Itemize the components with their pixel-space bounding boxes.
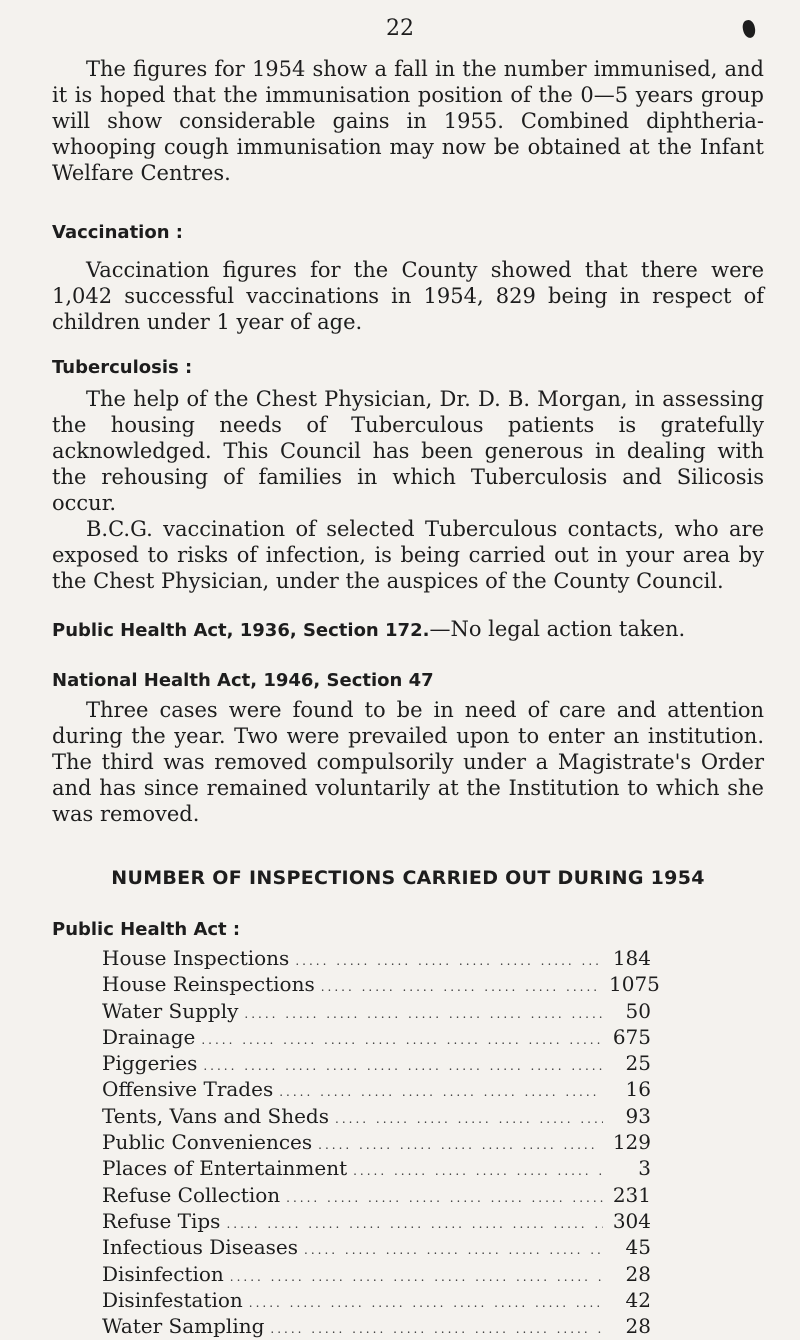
public-health-act-subheading: Public Health Act : (52, 919, 241, 940)
inspections-list (102, 946, 660, 1340)
inspection-row (102, 999, 651, 1025)
inspection-label: Piggeries (102, 1051, 198, 1076)
inspection-label: Water Sampling (102, 1314, 265, 1339)
inspection-label: Refuse Collection (102, 1182, 281, 1207)
inspection-row (102, 1235, 651, 1261)
inspection-count: 184 (612, 946, 651, 970)
dot-leader (244, 1007, 603, 1021)
inspection-row (102, 1156, 651, 1182)
dot-leader (279, 1085, 603, 1099)
page-number: 22 (386, 16, 414, 41)
inspection-row (102, 1209, 651, 1235)
dot-leader (304, 1243, 603, 1257)
inspection-label: House Inspections (102, 946, 290, 970)
inspection-row (102, 1314, 651, 1340)
inspection-label: Tents, Vans and Sheds (102, 1103, 330, 1128)
tuberculosis-heading: Tuberculosis : (52, 357, 193, 378)
inspection-row (102, 1288, 651, 1314)
dot-leader (201, 1033, 603, 1047)
public-health-act-heading: Public Health Act, 1936, Section 172. (52, 620, 430, 641)
inspection-row (102, 1262, 651, 1288)
inspection-label: Offensive Trades (102, 1077, 274, 1102)
inspection-label: Disinfestation (102, 1287, 243, 1312)
inspection-label: Infectious Diseases (102, 1235, 299, 1260)
dot-leader (295, 954, 603, 968)
dot-leader (203, 1059, 603, 1073)
dot-leader (249, 1296, 603, 1310)
inspection-count: 50 (625, 998, 651, 1023)
vaccination-paragraph: Vaccination figures for the County showed that there were 1,042 successful vaccinations in 1954, 829 being in respect of children under 1 year of age. (52, 258, 764, 334)
inspection-label: Water Supply (102, 998, 239, 1023)
inspection-count: 16 (625, 1077, 651, 1102)
inspection-label: Public Conveniences (102, 1130, 313, 1155)
inspection-row (102, 1183, 651, 1209)
inspection-row (102, 972, 660, 998)
inspection-count: 129 (612, 1130, 651, 1155)
dot-leader (226, 1217, 603, 1231)
inspection-row (102, 946, 651, 972)
public-health-act-paragraph (52, 616, 764, 644)
inspection-count: 231 (612, 1182, 651, 1207)
dot-leader (286, 1191, 603, 1205)
inspection-count: 1075 (609, 972, 660, 997)
inspection-count: 28 (625, 1314, 651, 1339)
inspection-count: 675 (612, 1024, 651, 1049)
inspection-row (102, 1077, 651, 1103)
dot-leader (318, 1138, 603, 1152)
intro-paragraph: The figures for 1954 show a fall in the number immunised, and it is hoped that the immunisation position of the 0—5 years group will show considerable gains in 1955. Combined diphtheria-whooping cough immunisation may now be obtained at the Infant Welfare Centres. (52, 57, 764, 185)
inspection-row (102, 1025, 651, 1051)
inspection-count: 304 (612, 1208, 651, 1233)
vaccination-heading: Vaccination : (52, 222, 183, 243)
tuberculosis-paragraph-1: The help of the Chest Physician, Dr. D. B. Morgan, in assessing the housing needs of Tuberculous patients is gratefully acknowledged. This Council has been generous in dealing with the rehousing of families in which Tuberculosis and Silicosis occur. (52, 387, 764, 515)
inspections-title: NUMBER OF INSPECTIONS CARRIED OUT DURING 1954 (111, 867, 705, 889)
inspection-label: Disinfection (102, 1261, 224, 1286)
inspection-row (102, 1130, 651, 1156)
inspection-count: 42 (625, 1287, 651, 1312)
inspection-count: 45 (625, 1235, 651, 1260)
inspection-label: House Reinspections (102, 972, 315, 997)
inspection-count: 93 (625, 1103, 651, 1128)
inspection-label: Places of Entertainment (102, 1156, 348, 1181)
national-health-act-heading: National Health Act, 1946, Section 47 (52, 670, 434, 691)
dot-leader (353, 1164, 603, 1178)
national-health-act-paragraph: Three cases were found to be in need of care and attention during the year. Two were prevailed upon to enter an institution. The third was removed compulsorily under a Magistrate's Order and has since remained voluntarily at the Institution to which she was removed. (52, 698, 764, 826)
page-body (52, 56, 764, 1340)
inspection-count: 25 (625, 1051, 651, 1076)
inspection-label: Drainage (102, 1024, 196, 1049)
dot-leader (270, 1322, 603, 1336)
tuberculosis-paragraph-2: B.C.G. vaccination of selected Tuberculous contacts, who are exposed to risks of infection, is being carried out in your area by the Chest Physician, under the auspices of the County Council. (52, 517, 764, 593)
inspection-count: 28 (625, 1261, 651, 1286)
dot-leader (321, 980, 603, 994)
dot-leader (335, 1112, 603, 1126)
inspection-label: Refuse Tips (102, 1208, 221, 1233)
inspection-row (102, 1104, 651, 1130)
inspection-row (102, 1051, 651, 1077)
inspection-count: 3 (638, 1156, 651, 1181)
public-health-act-text: —No legal action taken. (429, 617, 686, 641)
dot-leader (230, 1270, 603, 1284)
